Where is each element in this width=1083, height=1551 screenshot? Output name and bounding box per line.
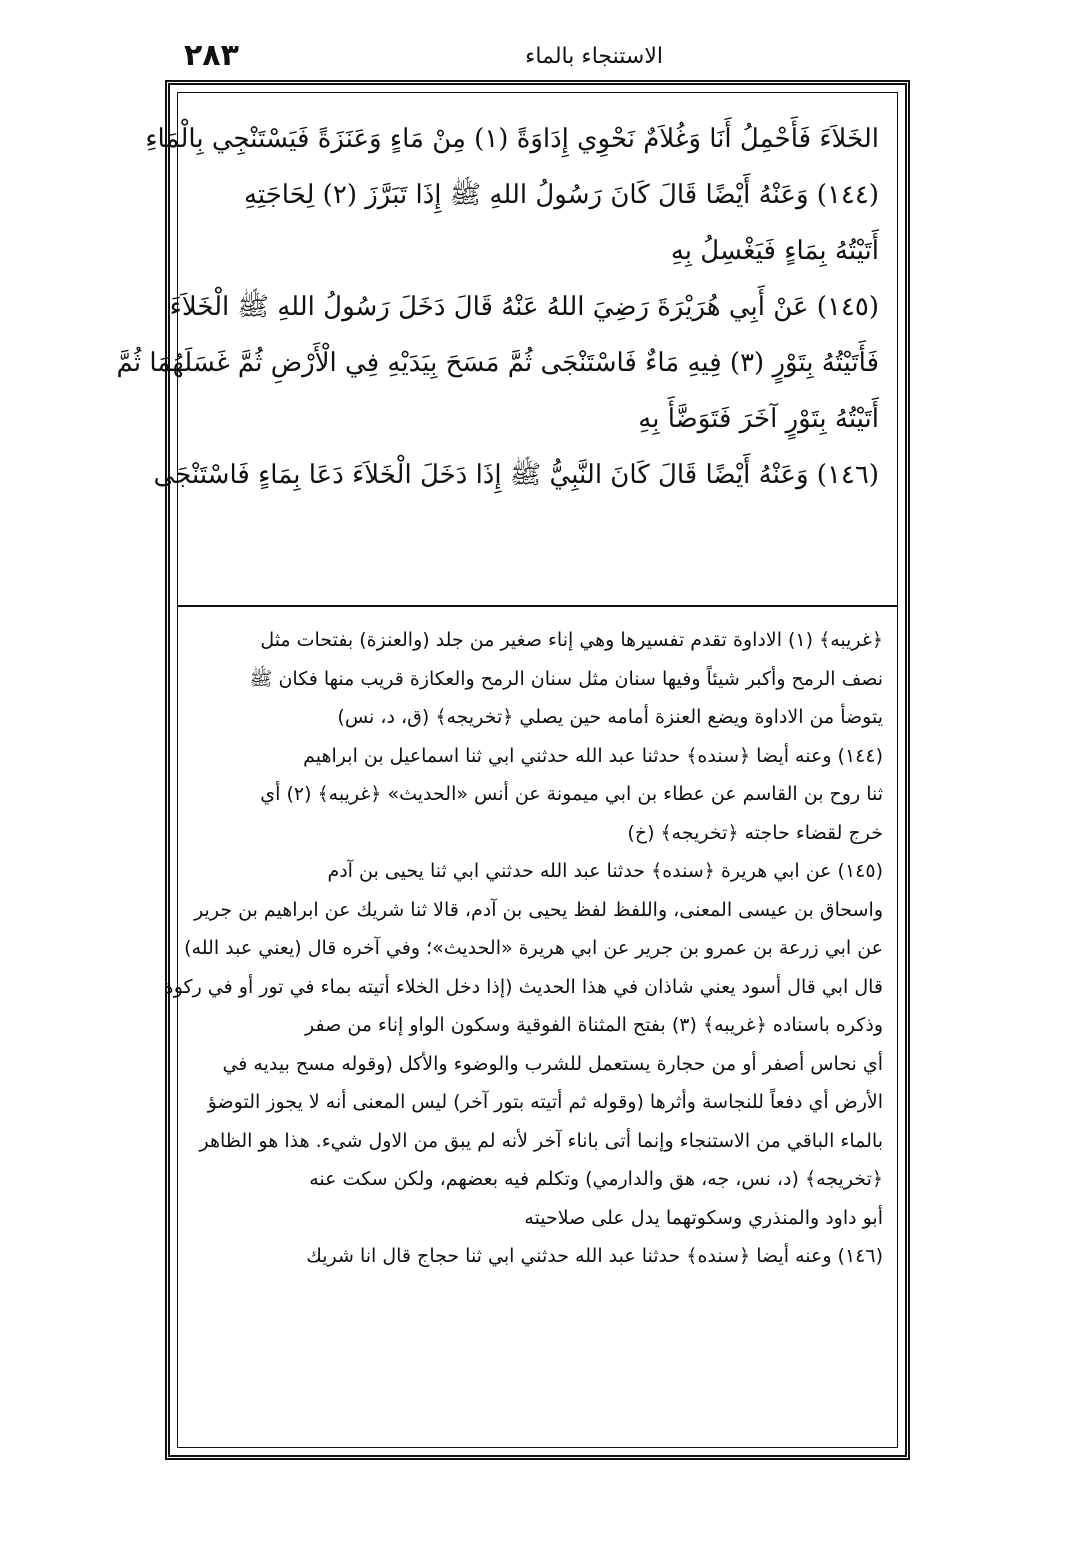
sharh-line: خرج لقضاء حاجته ﴿تخريجه﴾ (خ): [627, 821, 883, 844]
sharh-line: بالماء الباقي من الاستنجاء وإنما أتى باناء آخر لأنه لم يبق من الاول شيء. هذا هو الظاهر: [199, 1129, 883, 1152]
page-frame: [116, 80, 910, 1460]
running-title: الاستنجاء بالماء: [525, 44, 663, 69]
sharh-line: ﴿غريبه﴾ (١) الاداوة تقدم تفسيرها وهي إناء صغير من جلد (والعنزة) بفتحات مثل: [260, 629, 883, 651]
sharh-line: عن ابي زرعة بن عمرو بن جرير عن ابي هريرة «الحديث»؛ وفي آخره قال (يعني عبد الله): [184, 937, 883, 959]
sharh-line: ثنا روح بن القاسم عن عطاء بن ابي ميمونة عن أنس «الحديث» ﴿غريبه﴾ (٢) أي: [260, 783, 883, 805]
matn-line: أَتَيْتُهُ بِتَوْرٍ آخَرَ فَتَوَضَّأَ بِهِ: [638, 404, 879, 434]
matn-line: الخَلاَءَ فَأَحْمِلُ أَنَا وَغُلاَمٌ نَحْوِي إِدَاوَةً (١) مِنْ مَاءٍ وَعَنَزَةً فَيَسْتَنْجِي بِالْمَاءِ: [145, 124, 879, 154]
commentary-text: [163, 621, 883, 1276]
sharh-line: واسحاق بن عيسى المعنى، واللفظ لفظ يحيى بن آدم، قالا ثنا شريك عن ابراهيم بن جرير: [194, 898, 883, 921]
matn-line: (١٤٤) وَعَنْهُ أَيْضًا قَالَ كَانَ رَسُولُ اللهِ ﷺ إِذَا تَبَرَّزَ (٢) لِحَاجَتِهِ: [243, 180, 879, 210]
matn-line: (١٤٥) عَنْ أَبِي هُرَيْرَةَ رَضِيَ اللهُ عَنْهُ قَالَ دَخَلَ رَسُولُ اللهِ ﷺ الْخَلاَءَ: [169, 292, 879, 322]
matn-line: فَأَتَيْتُهُ بِتَوْرٍ (٣) فِيهِ مَاءٌ فَاسْتَنْجَى ثُمَّ مَسَحَ بِيَدَيْهِ فِي الْأَرْضِ ثُمَّ غَسَلَهُمَا ثُمَّ: [116, 348, 879, 378]
sharh-line: يتوضأ من الاداوة ويضع العنزة أمامه حين يصلي ﴿تخريجه﴾ (ق، د، نس): [337, 706, 883, 728]
matn-line: أَتَيْتُهُ بِمَاءٍ فَيَغْسِلُ بِهِ: [670, 236, 879, 266]
sharh-line: ﴿تخريجه﴾ (د، نس، جه، هق والدارمي) وتكلم فيه بعضهم، ولكن سكت عنه: [309, 1168, 883, 1190]
sharh-line: (١٤٦) وعنه أيضا ﴿سنده﴾ حدثنا عبد الله حدثني ابي ثنا حجاج قال انا شريك: [306, 1245, 883, 1267]
sharh-line: أي نحاس أصفر أو من حجارة يستعمل للشرب والوضوء والأكل (وقوله مسح بيديه في: [222, 1052, 883, 1075]
sharh-line: وذكره باسناده ﴿غريبه﴾ (٣) بفتح المثناة الفوقية وسكون الواو إناء من صفر: [305, 1014, 883, 1036]
sharh-line: أبو داود والمنذري وسكوتهما يدل على صلاحيته: [524, 1206, 883, 1229]
page-number: ٢٨٣: [184, 38, 239, 73]
page-header: [168, 38, 913, 78]
sharh-line: نصف الرمح وأكبر شيئاً وفيها سنان مثل سنان الرمح والعكازة قريب منها فكان ﷺ: [249, 667, 883, 690]
section-divider: [178, 605, 897, 607]
page-inner-border: [116, 92, 898, 1448]
sharh-line: الأرض أي دفعاً للنجاسة وأثرها (وقوله ثم أتيته بتور آخر) ليس المعنى أنه لا يجوز التوضؤ: [207, 1091, 883, 1113]
matn-line: (١٤٦) وَعَنْهُ أَيْضًا قَالَ كَانَ النَّبِيُّ ﷺ إِذَا دَخَلَ الْخَلاَءَ دَعَا بِمَاءٍ فَاسْتَنْجَى: [153, 460, 879, 490]
sharh-line: (١٤٤) وعنه أيضا ﴿سنده﴾ حدثنا عبد الله حدثني ابي ثنا اسماعيل بن ابراهيم: [303, 744, 883, 767]
sharh-line: قال ابي قال أسود يعني شاذان في هذا الحديث (إذا دخل الخلاء أتيته بماء في تور أو في ركوة: [163, 975, 883, 998]
sharh-line: (١٤٥) عن ابي هريرة ﴿سنده﴾ حدثنا عبد الله حدثني ابي ثنا يحيى بن آدم: [327, 860, 883, 882]
hadith-text: [116, 111, 879, 503]
